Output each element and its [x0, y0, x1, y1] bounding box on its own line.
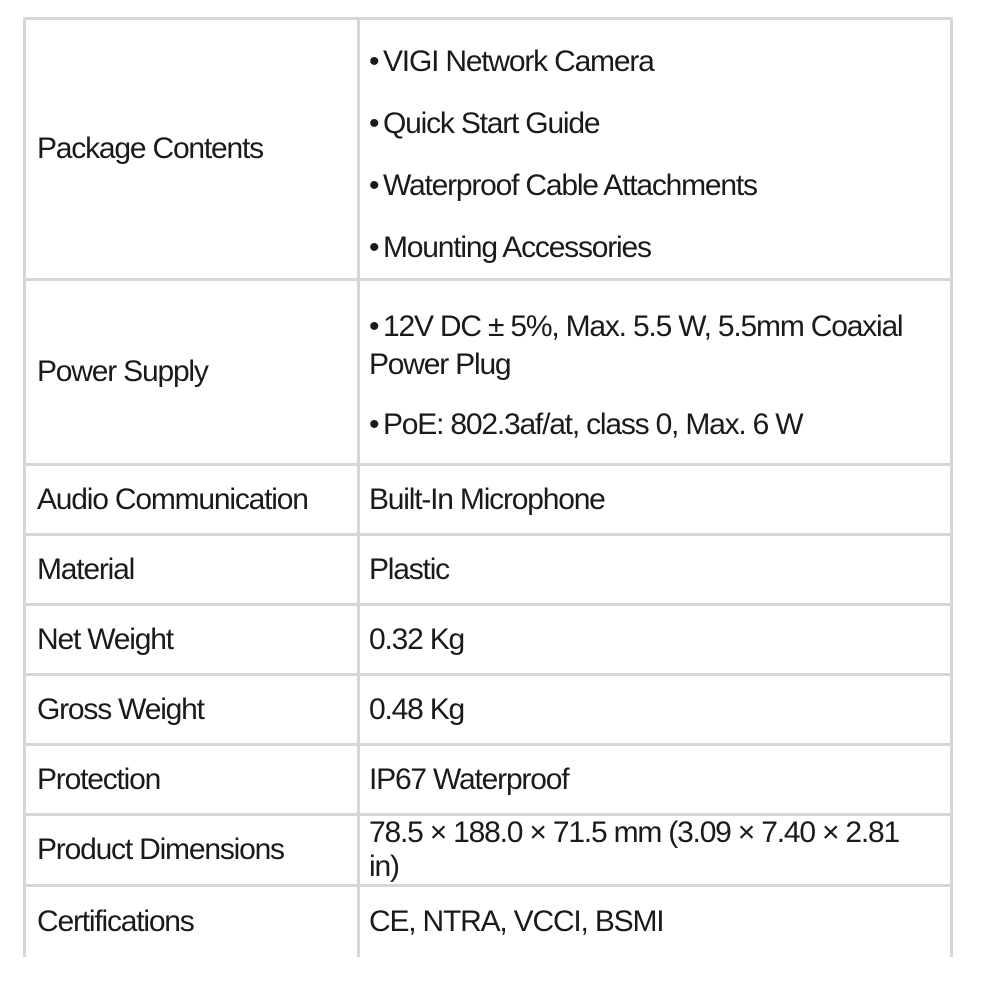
spec-label: Material [25, 535, 359, 605]
spec-row-audio-communication [25, 465, 952, 535]
spec-label: Package Contents [25, 19, 359, 280]
spec-row-material [25, 535, 952, 605]
list-item-text: PoE: 802.3af/at, class 0, Max. 6 W [383, 408, 803, 441]
spec-label: Gross Weight [25, 675, 359, 745]
list-item-text: Mounting Accessories [383, 231, 651, 264]
list-item-text: Waterproof Cable Attachments [383, 169, 757, 202]
spec-value [359, 19, 952, 280]
spec-value: IP67 Waterproof [359, 745, 952, 815]
list-item [369, 308, 932, 384]
spec-row-gross-weight [25, 675, 952, 745]
bullet-icon: • [369, 169, 379, 202]
spec-row-product-dimensions [25, 815, 952, 886]
list-item [369, 105, 932, 143]
bullet-icon: • [369, 310, 379, 343]
list-item [369, 167, 932, 205]
spec-value: 78.5 × 188.0 × 71.5 mm (3.09 × 7.40 × 2.81 in) [359, 815, 952, 886]
spec-value: CE, NTRA, VCCI, BSMI [359, 886, 952, 958]
spec-label: Protection [25, 745, 359, 815]
bullet-icon: • [369, 231, 379, 264]
spec-label: Audio Communication [25, 465, 359, 535]
spec-label: Certifications [25, 886, 359, 958]
spec-value: Built-In Microphone [359, 465, 952, 535]
bullet-icon: • [369, 107, 379, 140]
spec-label: Power Supply [25, 280, 359, 465]
bullet-list [369, 43, 932, 267]
spec-label: Product Dimensions [25, 815, 359, 886]
spec-table [23, 17, 953, 957]
spec-row-certifications [25, 886, 952, 958]
list-item [369, 229, 932, 267]
list-item-text: Quick Start Guide [383, 107, 600, 140]
spec-label: Net Weight [25, 605, 359, 675]
bullet-icon: • [369, 408, 379, 441]
list-item [369, 43, 932, 81]
bullet-icon: • [369, 45, 379, 78]
list-item-text: 12V DC ± 5%, Max. 5.5 W, 5.5mm Coaxial Power Plug [369, 310, 903, 381]
spec-value [359, 280, 952, 465]
spec-row-package-contents [25, 19, 952, 280]
spec-value: Plastic [359, 535, 952, 605]
spec-value: 0.48 Kg [359, 675, 952, 745]
bullet-list [369, 308, 932, 444]
spec-row-power-supply [25, 280, 952, 465]
list-item-text: VIGI Network Camera [383, 45, 654, 78]
list-item [369, 406, 932, 444]
spec-row-net-weight [25, 605, 952, 675]
spec-value: 0.32 Kg [359, 605, 952, 675]
spec-row-protection [25, 745, 952, 815]
